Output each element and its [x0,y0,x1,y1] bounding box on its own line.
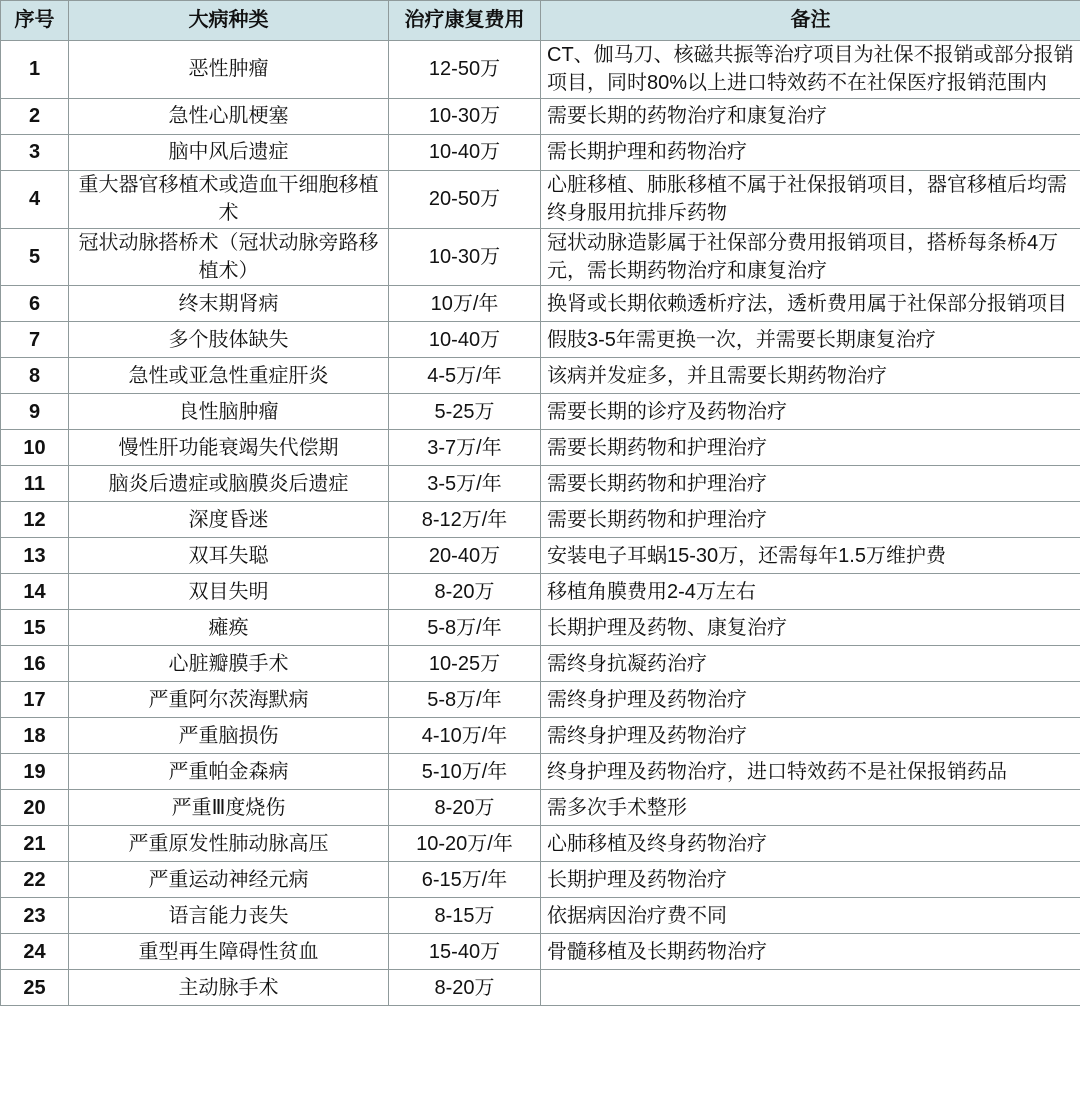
cell-type-text: 严重帕金森病 [168,760,289,783]
cell-no-text: 20 [23,796,46,819]
cell-note-text: 需终身护理及药物治疗 [547,688,747,711]
cell-no [1,862,69,898]
table-row [1,898,1080,934]
cell-no [1,574,69,610]
cell-type-text: 深度昏迷 [188,508,269,531]
cell-cost-text: 5-10万/年 [421,760,508,783]
table-row [1,682,1080,718]
cell-cost-text: 5-8万/年 [427,616,502,639]
table-row [1,358,1080,394]
cell-note [541,502,1080,538]
cell-no [1,538,69,574]
cell-type [69,286,389,322]
cell-cost-text: 8-20万 [434,796,495,819]
cell-no [1,502,69,538]
cell-no [1,754,69,790]
cell-cost [389,646,541,682]
cell-no-text: 6 [28,292,41,315]
cell-cost-text: 5-8万/年 [427,688,502,711]
cell-note-text: 长期护理及药物、康复治疗 [547,616,787,639]
cell-type [69,98,389,134]
cell-type [69,394,389,430]
cell-type [69,610,389,646]
cell-type [69,862,389,898]
cell-cost [389,862,541,898]
cell-cost-text: 4-10万/年 [421,724,508,747]
cell-type-text: 多个肢体缺失 [168,328,289,351]
cell-note-text: 移植角膜费用2-4万左右 [547,580,756,603]
cell-note [541,430,1080,466]
cell-note [541,826,1080,862]
cell-note [541,98,1080,134]
cell-note [541,394,1080,430]
cell-no-text: 12 [23,508,46,531]
table-row [1,466,1080,502]
cell-note-text: CT、伽马刀、核磁共振等治疗项目为社保不报销或部分报销项目，同时80%以上进口特效药不在社保医疗报销范围内 [547,44,1074,95]
cell-no-text: 5 [28,245,41,268]
cell-type-text: 心脏瓣膜手术 [168,652,289,675]
cell-cost [389,322,541,358]
cell-type-text: 脑炎后遗症或脑膜炎后遗症 [108,472,349,495]
cell-note-text: 需终身抗凝药治疗 [547,652,707,675]
cell-type-text: 瘫痪 [208,616,249,639]
cell-type-text: 严重Ⅲ度烧伤 [171,796,286,819]
cell-cost [389,98,541,134]
cell-note-text: 需要长期的药物治疗和康复治疗 [547,105,827,128]
cell-type-text: 语言能力丧失 [168,904,289,927]
cell-note [541,574,1080,610]
cell-note [541,228,1080,286]
cell-cost [389,502,541,538]
table-row [1,790,1080,826]
cell-note [541,322,1080,358]
cell-cost [389,286,541,322]
cell-cost [389,934,541,970]
cell-cost [389,970,541,1006]
cell-type [69,790,389,826]
cell-no [1,322,69,358]
cell-type [69,502,389,538]
cell-cost [389,538,541,574]
table-body [1,41,1080,1006]
cell-cost-text: 10-30万 [428,245,501,268]
cell-type-text: 急性或亚急性重症肝炎 [128,364,329,387]
table-row [1,934,1080,970]
cell-note [541,358,1080,394]
cell-no [1,646,69,682]
table-row [1,826,1080,862]
table-row [1,430,1080,466]
column-header-cost: 治疗康复费用 [389,1,541,41]
cell-cost-text: 10万/年 [430,292,499,315]
table-row [1,322,1080,358]
cell-no [1,228,69,286]
cell-cost [389,754,541,790]
cell-note-text: 换肾或长期依赖透析疗法，透析费用属于社保部分报销项目 [547,292,1067,315]
cell-note-text: 需长期护理和药物治疗 [547,141,747,164]
cell-type-text: 恶性肿瘤 [188,58,269,81]
table-row [1,170,1080,228]
cell-cost-text: 6-15万/年 [421,868,508,891]
cell-note [541,970,1080,1006]
cell-type-text: 双耳失聪 [188,544,269,567]
cell-cost [389,826,541,862]
cell-cost-text: 10-20万/年 [416,832,513,855]
cell-no [1,934,69,970]
cell-type [69,718,389,754]
cell-note-text: 骨髓移植及长期药物治疗 [547,940,767,963]
cell-no-text: 2 [28,105,41,128]
cell-type [69,430,389,466]
cell-no-text: 17 [23,688,46,711]
cell-no [1,610,69,646]
cell-note-text: 假肢3-5年需更换一次，并需要长期康复治疗 [547,328,936,351]
cell-type-text: 冠状动脉搭桥术（冠状动脉旁路移植术） [78,231,379,282]
cell-no-text: 9 [28,400,41,423]
cell-no-text: 13 [23,544,46,567]
cell-type [69,466,389,502]
cell-type [69,646,389,682]
cell-note [541,934,1080,970]
table-row [1,574,1080,610]
cell-note-text: 冠状动脉造影属于社保部分费用报销项目，搭桥每条桥4万元，需长期药物治疗和康复治疗 [547,231,1059,282]
cell-type-text: 严重脑损伤 [178,724,279,747]
table-row [1,646,1080,682]
cell-cost-text: 15-40万 [428,940,501,963]
cell-type [69,170,389,228]
cell-note [541,610,1080,646]
cell-note [541,790,1080,826]
cell-type [69,574,389,610]
table-row [1,98,1080,134]
cell-note-text: 安装电子耳蜗15-30万，还需每年1.5万维护费 [547,544,946,567]
cell-cost-text: 20-40万 [428,544,501,567]
cell-no-text: 19 [23,760,46,783]
cell-note-text: 需要长期药物和护理治疗 [547,508,767,531]
cell-type [69,134,389,170]
cell-type [69,934,389,970]
cell-note-text: 需要长期的诊疗及药物治疗 [547,400,787,423]
cell-no [1,134,69,170]
table-row [1,394,1080,430]
cell-note [541,41,1080,99]
cell-no [1,394,69,430]
cell-note [541,862,1080,898]
cell-type [69,322,389,358]
cell-note [541,646,1080,682]
cell-no-text: 8 [28,364,41,387]
cell-cost [389,41,541,99]
cell-note [541,898,1080,934]
cell-cost-text: 10-30万 [428,105,501,128]
cell-no-text: 16 [23,652,46,675]
cell-note-text: 长期护理及药物治疗 [547,868,727,891]
cell-cost [389,430,541,466]
cell-no [1,430,69,466]
cell-cost [389,790,541,826]
cell-type-text: 慢性肝功能衰竭失代偿期 [118,436,339,459]
column-header-type: 大病种类 [69,1,389,41]
cell-note [541,682,1080,718]
cell-cost-text: 3-7万/年 [427,436,502,459]
cell-type [69,538,389,574]
cell-note [541,754,1080,790]
table-row [1,610,1080,646]
cell-type [69,754,389,790]
cell-no-text: 22 [23,868,46,891]
cell-no-text: 7 [28,328,41,351]
cell-type [69,898,389,934]
cell-type [69,826,389,862]
table-row [1,502,1080,538]
cell-no-text: 1 [28,58,41,81]
cell-cost-text: 4-5万/年 [427,364,502,387]
cell-no-text: 11 [23,472,46,495]
cell-no-text: 23 [23,904,46,927]
cell-type [69,41,389,99]
cell-no-text: 24 [23,940,46,963]
cell-note-text: 终身护理及药物治疗，进口特效药不是社保报销药品 [547,760,1007,783]
cell-no [1,41,69,99]
cell-cost [389,574,541,610]
table-row [1,286,1080,322]
cell-type-text: 双目失明 [188,580,269,603]
cell-type [69,228,389,286]
cell-no [1,970,69,1006]
cell-no-text: 14 [23,580,46,603]
cell-no-text: 3 [28,141,41,164]
table-row [1,538,1080,574]
cell-no-text: 15 [23,616,46,639]
cell-note-text: 需要长期药物和护理治疗 [547,436,767,459]
column-header-no: 序号 [1,1,69,41]
cell-note-text: 依据病因治疗费不同 [547,904,727,927]
cell-cost [389,170,541,228]
table-row [1,754,1080,790]
table-row [1,228,1080,286]
cell-no-text: 25 [23,976,46,999]
cell-cost-text: 5-25万 [434,400,495,423]
cell-type-text: 主动脉手术 [178,976,279,999]
cell-no [1,170,69,228]
cell-note [541,466,1080,502]
cell-note [541,286,1080,322]
cell-no-text: 4 [28,187,41,210]
cell-no [1,466,69,502]
cell-note [541,170,1080,228]
cell-cost-text: 10-25万 [428,652,501,675]
cell-cost-text: 12-50万 [428,58,501,81]
cell-type-text: 重型再生障碍性贫血 [138,940,319,963]
cell-type-text: 终末期肾病 [178,292,279,315]
cell-cost-text: 8-15万 [434,904,495,927]
cell-no-text: 18 [23,724,46,747]
cell-no [1,718,69,754]
cell-no [1,826,69,862]
cell-cost-text: 8-12万/年 [421,508,508,531]
cell-no [1,358,69,394]
cell-cost-text: 10-40万 [428,328,501,351]
cell-note [541,718,1080,754]
cell-cost [389,682,541,718]
cell-type [69,682,389,718]
cell-type-text: 严重阿尔茨海默病 [148,688,309,711]
cell-cost [389,898,541,934]
cell-cost [389,358,541,394]
cell-type-text: 急性心肌梗塞 [168,105,289,128]
cell-no [1,286,69,322]
cell-note-text: 需要长期药物和护理治疗 [547,472,767,495]
cell-note-text: 该病并发症多，并且需要长期药物治疗 [547,364,887,387]
cell-type-text: 重大器官移植术或造血干细胞移植术 [78,173,379,225]
cell-no-text: 10 [23,436,46,459]
cell-cost-text: 3-5万/年 [427,472,502,495]
cell-cost-text: 20-50万 [428,187,501,210]
column-header-note: 备注 [541,1,1080,41]
table-row [1,862,1080,898]
cell-cost [389,718,541,754]
cell-no [1,682,69,718]
table-header-row [1,1,1080,41]
cell-cost [389,466,541,502]
cell-cost [389,610,541,646]
cell-note-text: 需多次手术整形 [547,796,687,819]
cell-cost-text: 8-20万 [434,580,495,603]
cell-type [69,970,389,1006]
cell-type-text: 严重运动神经元病 [148,868,309,891]
table-row [1,970,1080,1006]
cell-note-text: 心肺移植及终身药物治疗 [547,832,767,855]
cell-note [541,538,1080,574]
cell-type-text: 严重原发性肺动脉高压 [128,832,329,855]
cell-note-text: 需终身护理及药物治疗 [547,724,747,747]
table-row [1,134,1080,170]
table-row [1,718,1080,754]
cell-cost-text: 8-20万 [434,976,495,999]
cell-type [69,358,389,394]
cell-note-text: 心脏移植、肺胀移植不属于社保报销项目，器官移植后均需终身服用抗排斥药物 [547,173,1067,225]
cell-no [1,790,69,826]
cell-no-text: 21 [23,832,46,855]
cell-cost [389,394,541,430]
cell-no [1,898,69,934]
cell-no [1,98,69,134]
cell-type-text: 脑中风后遗症 [168,141,289,164]
cell-type-text: 良性脑肿瘤 [178,400,279,423]
cell-cost-text: 10-40万 [428,141,501,164]
cell-note [541,134,1080,170]
cell-cost [389,134,541,170]
table-row [1,41,1080,99]
cell-cost [389,228,541,286]
